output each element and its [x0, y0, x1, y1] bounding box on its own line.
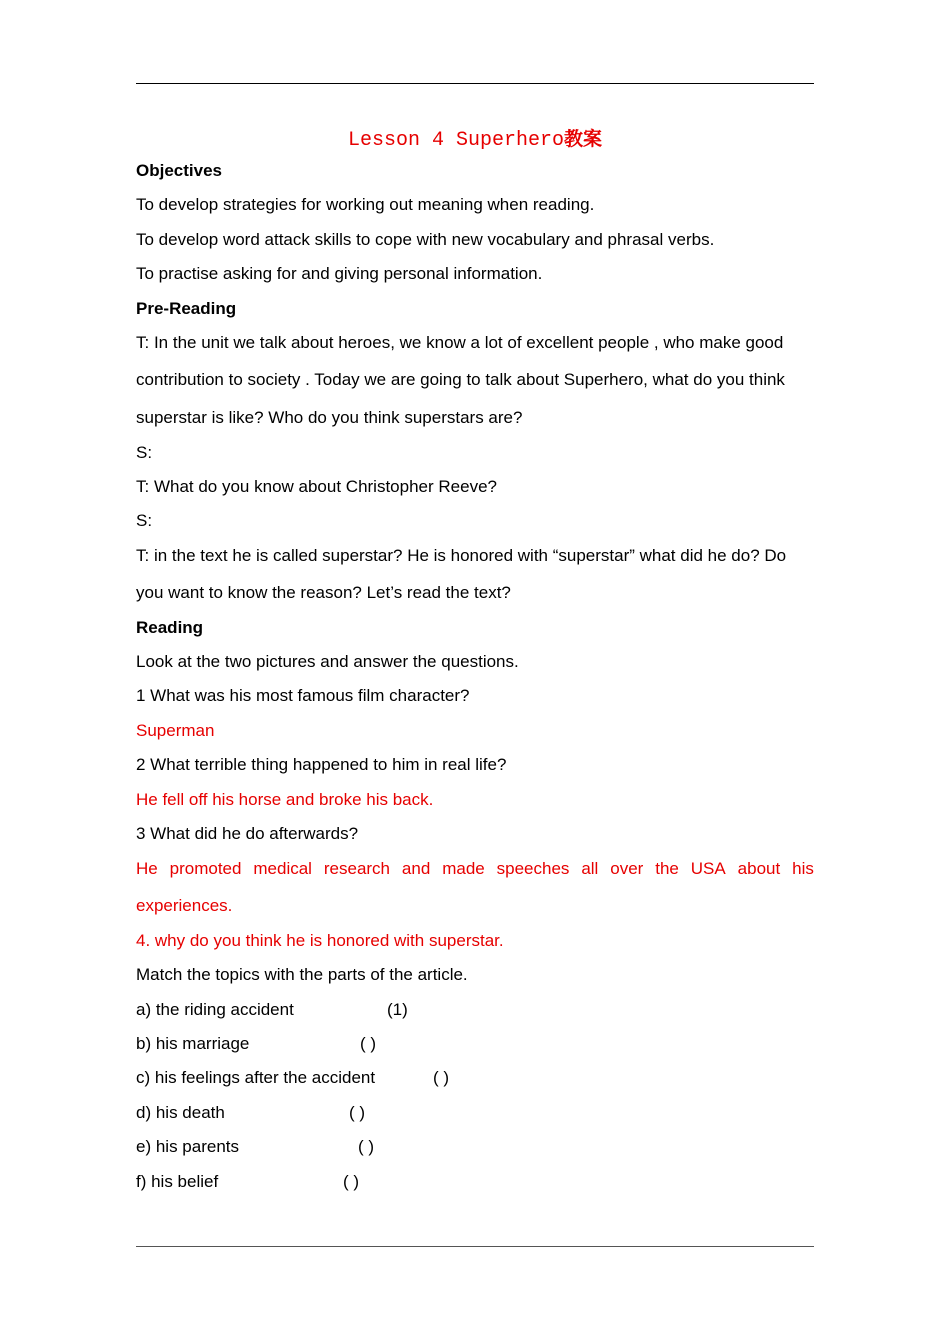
- match-intro: Match the topics with the parts of the article.: [136, 965, 468, 984]
- reading-heading: Reading: [136, 618, 204, 637]
- teacher-line: T: What do you know about Christopher Reeve?: [136, 477, 497, 496]
- match-topic: d) his death: [136, 1103, 225, 1122]
- answer-word: all: [581, 859, 599, 878]
- match-bracket: (1): [387, 1000, 408, 1019]
- footer-rule: [136, 1246, 814, 1247]
- pre-reading-heading: Pre-Reading: [136, 299, 237, 318]
- question-1: 1 What was his most famous film character?: [136, 686, 470, 705]
- match-item: [136, 1136, 814, 1158]
- match-item: [136, 1171, 814, 1193]
- answer-word: and: [401, 859, 431, 878]
- match-topic: f) his belief: [136, 1172, 219, 1191]
- teacher-line: T: In the unit we talk about heroes, we know a lot of excellent people , who make good: [136, 333, 784, 352]
- student-line: S:: [136, 511, 153, 530]
- match-topic: e) his parents: [136, 1137, 239, 1156]
- reading-intro: Look at the two pictures and answer the questions.: [136, 652, 519, 671]
- match-bracket: ( ): [349, 1103, 366, 1122]
- student-line: S:: [136, 443, 153, 462]
- match-topic: a) the riding accident: [136, 1000, 294, 1019]
- answer-word: promoted: [169, 859, 242, 878]
- match-item: [136, 1033, 814, 1055]
- answer-word: He: [136, 859, 158, 878]
- match-topic: b) his marriage: [136, 1034, 250, 1053]
- teacher-line-cont: you want to know the reason? Let’s read the text?: [136, 583, 511, 602]
- answer-3-cont: experiences.: [136, 896, 233, 915]
- match-item: [136, 1102, 814, 1124]
- objectives-heading: Objectives: [136, 161, 222, 180]
- match-bracket: ( ): [343, 1172, 360, 1191]
- title-cn: 教案: [564, 128, 603, 150]
- objective-item: To practise asking for and giving personal information.: [136, 264, 543, 283]
- match-bracket: ( ): [358, 1137, 375, 1156]
- question-3: 3 What did he do afterwards?: [136, 824, 359, 843]
- question-4: 4. why do you think he is honored with superstar.: [136, 931, 504, 950]
- match-item: [136, 1067, 814, 1089]
- objective-item: To develop word attack skills to cope with new vocabulary and phrasal verbs.: [136, 230, 715, 249]
- match-item: [136, 999, 814, 1021]
- match-bracket: ( ): [360, 1034, 377, 1053]
- answer-word: the: [655, 859, 679, 878]
- title-en: Lesson 4 Superhero: [347, 129, 565, 152]
- teacher-line-cont: superstar is like? Who do you think superstars are?: [136, 408, 523, 427]
- answer-1: Superman: [136, 721, 215, 740]
- answer-word: his: [792, 859, 814, 878]
- answer-word: medical: [253, 859, 312, 878]
- answer-word: about: [737, 859, 781, 878]
- match-bracket: ( ): [433, 1068, 450, 1087]
- header-rule: [136, 83, 814, 84]
- answer-word: made: [442, 859, 485, 878]
- match-topic: c) his feelings after the accident: [136, 1068, 376, 1087]
- answer-3: [136, 858, 814, 880]
- answer-word: research: [323, 859, 391, 878]
- teacher-line: T: in the text he is called superstar? He is honored with “superstar” what did he do? Do: [136, 546, 787, 565]
- objective-item: To develop strategies for working out meaning when reading.: [136, 195, 595, 214]
- teacher-line-cont: contribution to society . Today we are going to talk about Superhero, what do you think: [136, 370, 785, 389]
- question-2: 2 What terrible thing happened to him in real life?: [136, 755, 507, 774]
- answer-word: over: [610, 859, 644, 878]
- answer-2: He fell off his horse and broke his back.: [136, 790, 434, 809]
- answer-word: speeches: [496, 859, 570, 878]
- answer-word: USA: [690, 859, 726, 878]
- document-title: [0, 124, 950, 152]
